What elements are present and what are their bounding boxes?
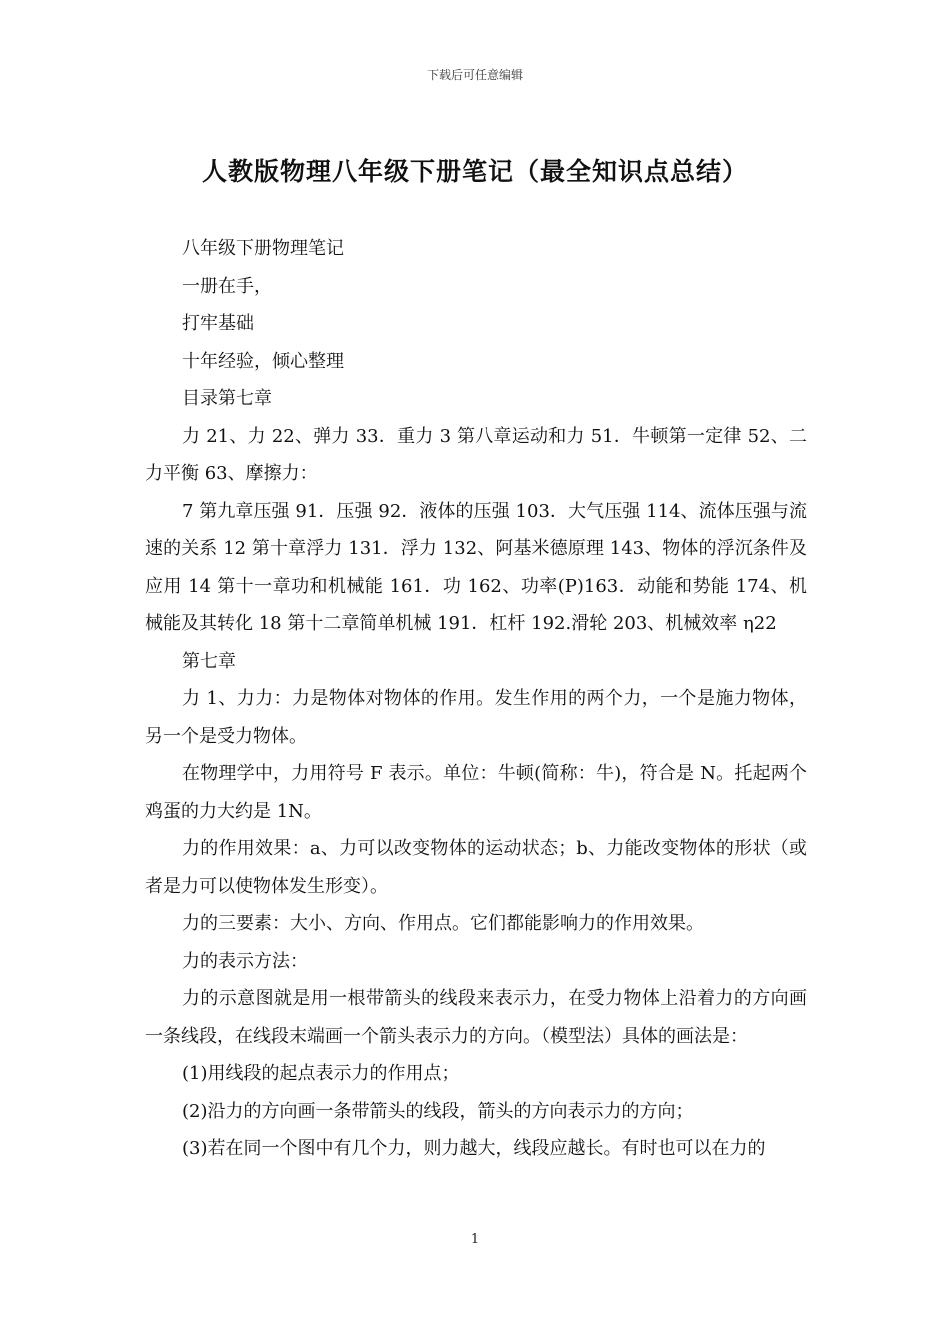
paragraph: 在物理学中，力用符号 F 表示。单位：牛顿(简称：牛)，符合是 N。托起两个鸡蛋的力大约是 1N。 (145, 763, 807, 822)
paragraph: (1)用线段的起点表示力的作用点； (182, 1063, 460, 1084)
paragraph: 力的表示方法： (182, 950, 308, 972)
paragraph: 力的三要素：大小、方向、作用点。它们都能影响力的作用效果。 (182, 913, 704, 934)
paragraph: 力的示意图就是用一根带箭头的线段来表示力，在受力物体上沿着力的方向画一条线段，在线段末端画一个箭头表示力的方向。（模型法）具体的画法是： (145, 988, 807, 1047)
paragraph: 八年级下册物理笔记 (182, 238, 344, 259)
document-body (145, 230, 807, 1168)
paragraph: 力 21、力 22、弹力 33．重力 3 第八章运动和力 51．牛顿第一定律 52、二力平衡 63、摩擦力： (145, 425, 807, 484)
paragraph: 7 第九章压强 91．压强 92．液体的压强 103．大气压强 114、流体压强与流速的关系 12 第十章浮力 131．浮力 132、阿基米德原理 143、物体的浮沉条件及应用 14 第十一章功和机械能 161．功 162、功率(P)163．动能和势能 174、机械能及其转化 18 第十二章简单机械 191．杠杆 192.滑轮 203、机械效率 η22 (145, 500, 807, 634)
paragraph: (2)沿力的方向画一条带箭头的线段，箭头的方向表示力的方向； (182, 1100, 694, 1122)
paragraph: 力 1、力力：力是物体对物体的作用。发生作用的两个力，一个是施力物体，另一个是受力物体。 (145, 688, 807, 747)
paragraph: 力的作用效果：a、力可以改变物体的运动状态；b、力能改变物体的形状（或者是力可以使物体发生形变）。 (145, 838, 807, 897)
page-number: 1 (470, 1232, 480, 1247)
paragraph: 十年经验，倾心整理 (182, 350, 344, 372)
paragraph: 打牢基础 (182, 313, 254, 334)
paragraph: 第七章 (182, 650, 236, 672)
header-note: 下载后可任意编辑 (426, 68, 523, 82)
paragraph: 一册在手， (182, 275, 272, 297)
paragraph: 目录第七章 (182, 388, 272, 409)
paragraph: (3)若在同一个图中有几个力，则力越大，线段应越长。有时也可以在力的 (182, 1138, 766, 1159)
document-title: 人教版物理八年级下册笔记（最全知识点总结） (201, 157, 748, 186)
